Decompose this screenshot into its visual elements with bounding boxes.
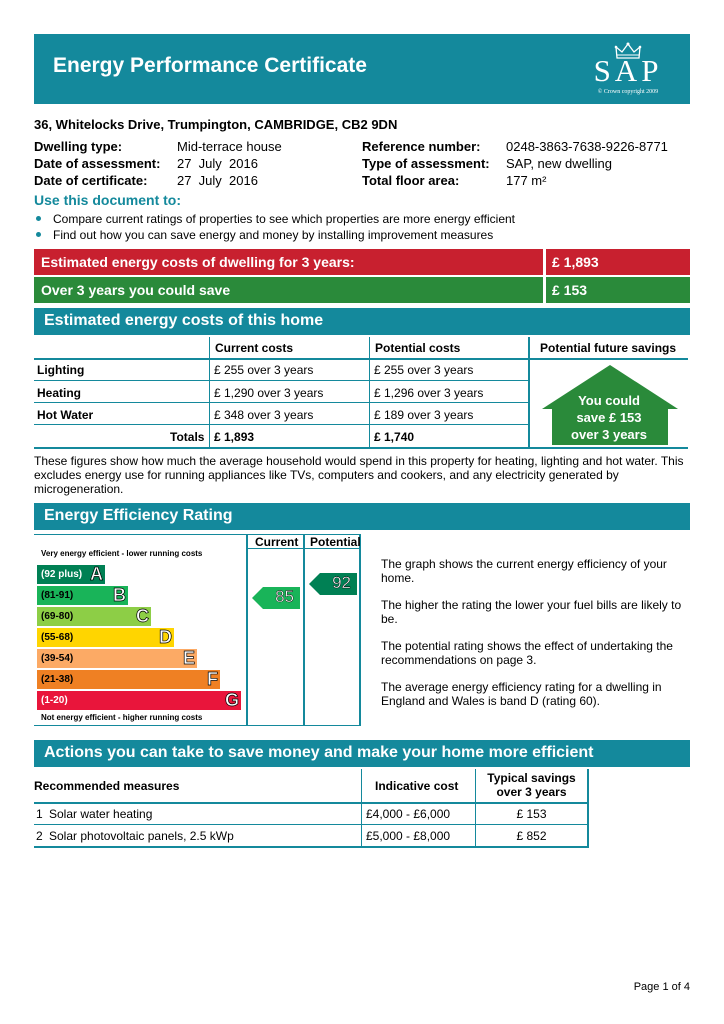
header-current-costs: Current costs — [215, 341, 294, 355]
header-potential-costs: Potential costs — [375, 341, 461, 355]
totals-potential: £ 1,740 — [374, 430, 415, 444]
totals-label: Totals — [170, 430, 205, 444]
savings-house-icon — [540, 364, 680, 446]
band-letter: B — [113, 585, 126, 605]
savings-label: Over 3 years you could save — [34, 277, 543, 303]
date-certificate-value: 27 July 2016 — [177, 173, 258, 188]
rating-band-e — [37, 649, 197, 668]
dwelling-type-value: Mid-terrace house — [177, 139, 282, 154]
eer-paragraph: The higher the rating the lower your fuel bills are likely to be. — [381, 598, 682, 626]
crown-copyright: © Crown copyright 2009 — [597, 89, 659, 95]
savings-value: £ 153 — [546, 277, 690, 303]
eer-paragraph: The graph shows the current energy efficiency of your home. — [381, 557, 667, 585]
sap-logo-letters: SAP — [593, 53, 663, 88]
cell-current: £ 348 over 3 years — [214, 408, 314, 422]
potential-rating-value: 92 — [332, 573, 351, 592]
use-document-title: Use this document to: — [34, 192, 182, 208]
measure-cost: £4,000 - £6,000 — [366, 807, 451, 821]
rating-band-d — [37, 628, 174, 647]
eer-paragraph: The potential rating shows the effect of undertaking the recommendations on page 3. — [381, 639, 673, 667]
reference-label: Reference number: — [362, 139, 481, 154]
row-label-hot-water: Hot Water — [37, 408, 94, 422]
band-letter: E — [182, 648, 195, 668]
band-letter: D — [159, 627, 172, 647]
bullet-icon — [36, 232, 41, 237]
header-indicative-cost: Indicative cost — [375, 779, 459, 793]
header-recommended-measures: Recommended measures — [34, 779, 180, 793]
floor-area-value: 177 m² — [506, 173, 547, 188]
property-address: 36, Whitelocks Drive, Trumpington, CAMBRIDGE, CB2 9DN — [34, 117, 398, 132]
bullet-text: Compare current ratings of properties to see which properties are more energy efficient — [53, 212, 516, 226]
band-letter: A — [90, 564, 103, 584]
current-rating-arrow — [252, 587, 300, 609]
bullet-icon — [36, 216, 41, 221]
band-range-label: (81-91) — [41, 590, 74, 601]
cell-potential: £ 189 over 3 years — [374, 408, 474, 422]
estimated-costs-value: £ 1,893 — [546, 249, 690, 275]
sap-logo — [583, 39, 673, 99]
savings-line: You could — [578, 393, 640, 408]
band-range-label: (92 plus) — [41, 569, 83, 580]
eer-top-note: Very energy efficient - lower running costs — [41, 549, 203, 558]
bullet-text: Find out how you can save energy and money by installing improvement measures — [53, 228, 494, 242]
cell-current: £ 1,290 over 3 years — [214, 386, 324, 400]
measure-savings: £ 153 — [516, 807, 547, 821]
dwelling-type-label: Dwelling type: — [34, 139, 123, 154]
measure-number: 2 — [36, 829, 43, 843]
header-potential-savings: Potential future savings — [540, 341, 677, 355]
savings-house-text — [540, 392, 678, 443]
band-range-label: (1-20) — [41, 695, 68, 706]
measure-name: Solar water heating — [49, 807, 153, 821]
rating-band-f — [37, 670, 220, 689]
band-range-label: (39-54) — [41, 653, 74, 664]
header-typical-savings-line: Typical savings — [487, 771, 576, 785]
savings-bar — [34, 277, 690, 303]
rating-band-c — [37, 607, 151, 626]
current-rating-value: 85 — [275, 587, 294, 606]
page-number: Page 1 of 4 — [633, 981, 690, 993]
reference-value: 0248-3863-7638-9226-8771 — [506, 139, 668, 154]
header-typical-savings-line: over 3 years — [496, 785, 567, 799]
cell-current: £ 255 over 3 years — [214, 363, 314, 377]
costs-section-title: Estimated energy costs of this home — [34, 308, 690, 335]
band-letter: G — [224, 690, 239, 710]
band-range-label: (69-80) — [41, 611, 74, 622]
band-letter: C — [136, 606, 149, 626]
totals-current: £ 1,893 — [214, 430, 255, 444]
savings-line: over 3 years — [571, 427, 647, 442]
eer-bottom-note: Not energy efficient - higher running costs — [41, 713, 203, 722]
date-assessment-label: Date of assessment: — [34, 156, 161, 171]
costs-note: These figures show how much the average household would spend in this property for heating, lighting and hot water. This excludes energy use for running appliances like TVs, computers and cookers, and any electricity generated by microgeneration. — [34, 454, 684, 496]
assessment-type-value: SAP, new dwelling — [506, 156, 612, 171]
estimated-costs-label: Estimated energy costs of dwelling for 3 years: — [34, 249, 543, 275]
date-assessment-value: 27 July 2016 — [177, 156, 258, 171]
actions-section-title: Actions you can take to save money and make your home more efficient — [34, 740, 690, 767]
savings-line: save £ 153 — [576, 410, 642, 425]
eer-current-header: Current — [255, 535, 299, 549]
band-letter: F — [207, 669, 218, 689]
measure-number: 1 — [36, 807, 43, 821]
eer-section-title: Energy Efficiency Rating — [34, 503, 690, 530]
band-range-label: (55-68) — [41, 632, 74, 643]
assessment-type-label: Type of assessment: — [362, 156, 490, 171]
header-typical-savings — [476, 771, 587, 799]
measure-savings: £ 852 — [516, 829, 547, 843]
cell-potential: £ 1,296 over 3 years — [374, 386, 484, 400]
certificate-header — [34, 34, 690, 104]
eer-potential-header: Potential — [310, 535, 361, 549]
rating-band-a — [37, 565, 105, 584]
date-certificate-label: Date of certificate: — [34, 173, 148, 188]
rating-band-b — [37, 586, 128, 605]
row-label-lighting: Lighting — [37, 363, 85, 377]
measure-cost: £5,000 - £8,000 — [366, 829, 451, 843]
estimated-costs-bar — [34, 249, 690, 275]
potential-rating-arrow — [309, 573, 357, 595]
page-title: Energy Performance Certificate — [53, 54, 367, 77]
row-label-heating: Heating — [37, 386, 82, 400]
rating-band-g — [37, 691, 241, 710]
eer-paragraph: The average energy efficiency rating for a dwelling in England and Wales is band D (rating 60). — [381, 680, 662, 708]
cell-potential: £ 255 over 3 years — [374, 363, 474, 377]
measure-name: Solar photovoltaic panels, 2.5 kWp — [49, 829, 234, 843]
band-range-label: (21-38) — [41, 674, 74, 685]
floor-area-label: Total floor area: — [362, 173, 460, 188]
